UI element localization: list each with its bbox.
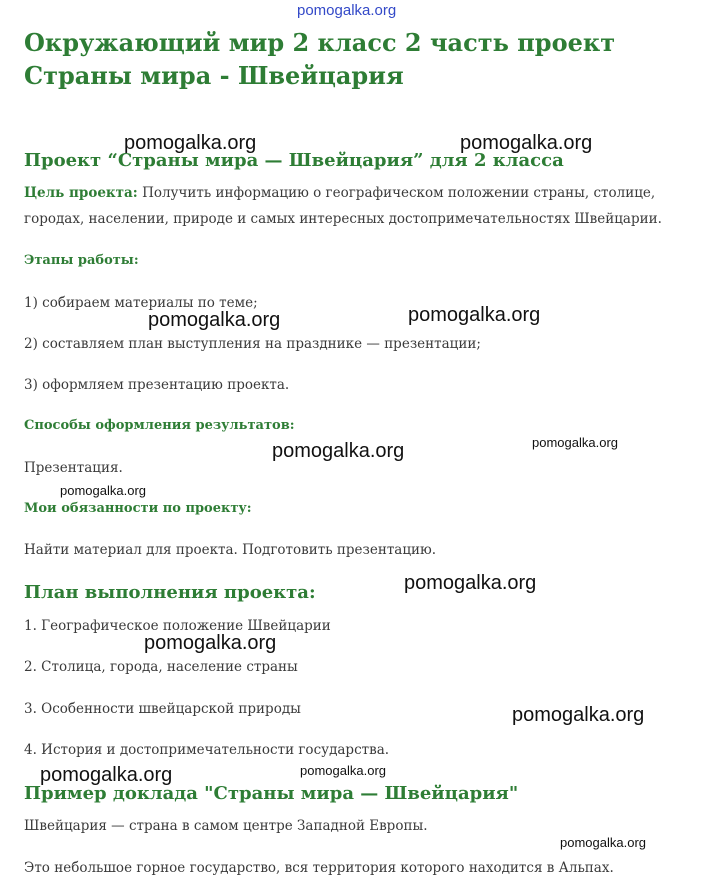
watermark: pomogalka.org: [408, 304, 541, 326]
watermark: pomogalka.org: [512, 704, 645, 726]
watermark: pomogalka.org: [40, 764, 173, 786]
watermark: pomogalka.org: [532, 435, 618, 450]
plan-heading: План выполнения проекта:: [24, 582, 316, 603]
example-line: Швейцария — страна в самом центре Западной Европы.: [24, 818, 428, 834]
stage-item: 2) составляем план выступления на празднике — презентации;: [24, 336, 481, 352]
watermark: pomogalka.org: [300, 763, 386, 778]
watermark: pomogalka.org: [560, 835, 646, 850]
stage-item: 1) собираем материалы по теме;: [24, 295, 258, 311]
watermark: pomogalka.org: [148, 309, 281, 331]
plan-item: 4. История и достопримечательности государства.: [24, 742, 390, 758]
project-heading: Проект “Страны мира — Швейцария” для 2 класса: [24, 150, 564, 171]
watermark: pomogalka.org: [60, 483, 146, 498]
plan-item: 1. Географическое положение Швейцарии: [24, 618, 331, 634]
watermark: pomogalka.org: [404, 572, 537, 594]
goal-text-1: Получить информацию о географическом положении страны, столице,: [137, 185, 656, 201]
goal-paragraph: [24, 185, 655, 201]
methods-text: Презентация.: [24, 460, 123, 476]
duties-label: Мои обязанности по проекту:: [24, 501, 252, 516]
stages-label: Этапы работы:: [24, 253, 139, 268]
goal-text-2: городах, населении, природе и самых интересных достопримечательностях Швейцарии.: [24, 211, 662, 227]
duties-text: Найти материал для проекта. Подготовить презентацию.: [24, 542, 437, 558]
site-watermark-top[interactable]: pomogalka.org: [297, 2, 397, 19]
watermark: pomogalka.org: [460, 132, 593, 154]
page-title: Окружающий мир 2 класс 2 часть проект Страны мира - Швейцария: [24, 28, 616, 90]
watermark: pomogalka.org: [124, 132, 257, 154]
example-line: Это небольшое горное государство, вся территория которого находится в Альпах.: [24, 860, 614, 876]
watermark: pomogalka.org: [272, 440, 405, 462]
watermark: pomogalka.org: [144, 632, 277, 654]
plan-item: 3. Особенности швейцарской природы: [24, 701, 301, 717]
goal-label: Цель проекта:: [24, 185, 138, 201]
methods-label: Способы оформления результатов:: [24, 418, 295, 433]
example-heading: Пример доклада "Страны мира — Швейцария": [24, 783, 519, 804]
plan-item: 2. Столица, города, население страны: [24, 659, 298, 675]
stage-item: 3) оформляем презентацию проекта.: [24, 377, 290, 393]
